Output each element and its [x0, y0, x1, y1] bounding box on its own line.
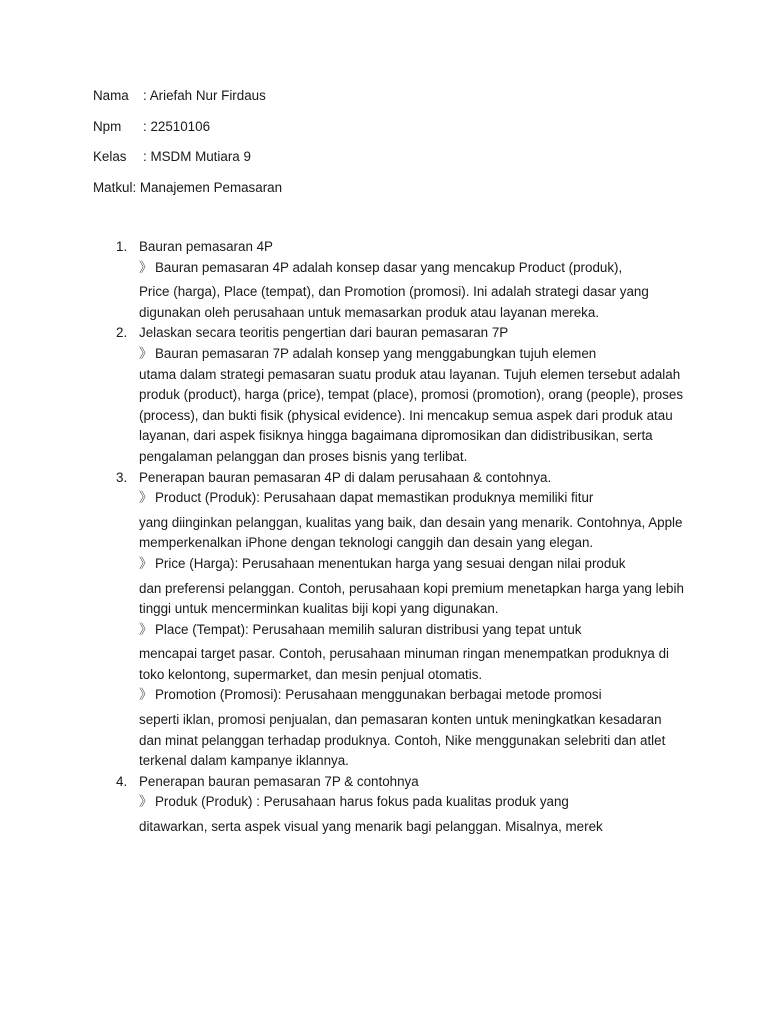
answer-body: utama dalam strategi pemasaran suatu produk atau layanan. Tujuh elemen tersebut adalah produk (product), harga (price), tempat (place), promosi (promotion), orang (people), proses (process), dan bukti fisik (physical evidence). Ini mencakup semua aspek dari produk atau layanan, dari aspek fisiknya hingga bagaimana dipromosikan dan didistribusikan, serta pengalaman pelanggan dan proses bisnis yang terlibat.: [139, 366, 684, 464]
answer-body: yang diinginkan pelanggan, kualitas yang baik, dan desain yang menarik. Contohnya, Apple memperkenalkan iPhone dengan teknologi canggih dan desain yang elegan.: [139, 514, 683, 551]
answer-body: mencapai target pasar. Contoh, perusahaan minuman ringan menempatkan produknya di toko kelontong, supermarket, dan mesin penjual otomatis.: [139, 646, 670, 682]
answer-first-line: Place (Tempat): Perusahaan memilih saluran distribusi yang tepat untuk: [155, 621, 582, 637]
npm-label: Npm: [93, 118, 122, 134]
chevron-marker-icon: 》: [139, 621, 153, 637]
question-list: [116, 237, 686, 838]
chevron-marker-icon: 》: [139, 687, 153, 703]
nama-label: Nama: [93, 88, 129, 103]
item-question: Penerapan bauran pemasaran 4P di dalam perusahaan & contohnya.: [139, 469, 552, 485]
item-number: 4.: [116, 773, 128, 789]
list-item: [116, 468, 686, 772]
answer-paragraph: [139, 554, 686, 620]
answer-paragraph: [139, 488, 686, 554]
info-row-matkul: [93, 179, 282, 210]
answer-first-line: Price (Harga): Perusahaan menentukan harga yang sesuai dengan nilai produk: [155, 555, 626, 571]
answer-body: dan preferensi pelanggan. Contoh, perusahaan kopi premium menetapkan harga yang lebih tinggi untuk mencerminkan kualitas biji kopi yang digunakan.: [139, 580, 684, 617]
kelas-label: Kelas: [93, 149, 127, 164]
kelas-value: : MSDM Mutiara 9: [143, 149, 251, 164]
answer-first-line: Bauran pemasaran 4P adalah konsep dasar yang mencakup Product (produk),: [155, 259, 623, 275]
answer-paragraph: [139, 344, 686, 468]
answer-first-line: Bauran pemasaran 7P adalah konsep yang menggabungkan tujuh elemen: [155, 345, 597, 361]
answer-body: ditawarkan, serta aspek visual yang menarik bagi pelanggan. Misalnya, merek: [139, 819, 603, 835]
item-question: Penerapan bauran pemasaran 7P & contohnya: [139, 773, 419, 789]
chevron-marker-icon: 》: [139, 345, 153, 361]
chevron-marker-icon: 》: [139, 259, 153, 275]
item-number: 1.: [116, 239, 128, 254]
chevron-marker-icon: 》: [139, 490, 153, 506]
matkul-value: : Manajemen Pemasaran: [132, 179, 283, 195]
answer-paragraph: [139, 258, 686, 324]
info-row-kelas: [93, 148, 282, 179]
info-row-npm: [93, 118, 282, 149]
nama-value: : Ariefah Nur Firdaus: [143, 88, 266, 103]
npm-value: : 22510106: [143, 118, 211, 134]
answer-body: Price (harga), Place (tempat), dan Promotion (promosi). Ini adalah strategi dasar yang digunakan oleh perusahaan untuk memasarkan produk atau layanan mereka.: [139, 284, 649, 320]
chevron-marker-icon: 》: [139, 794, 153, 810]
list-item: [116, 772, 686, 838]
list-item: [116, 323, 686, 467]
answer-first-line: Product (Produk): Perusahaan dapat memastikan produknya memiliki fitur: [155, 490, 594, 506]
item-number: 2.: [116, 325, 128, 341]
answer-paragraph: [139, 685, 686, 771]
answer-body: seperti iklan, promosi penjualan, dan pemasaran konten untuk meningkatkan kesadaran dan minat pelanggan terhadap produknya. Contoh, Nike menggunakan selebriti dan atlet terkenal dalam kampanye iklannya.: [139, 712, 666, 769]
student-info: [93, 87, 282, 209]
answer-first-line: Produk (Produk) : Perusahaan harus fokus pada kualitas produk yang: [155, 794, 569, 810]
item-question: Bauran pemasaran 4P: [139, 239, 273, 254]
item-number: 3.: [116, 469, 128, 485]
answer-paragraph: [139, 792, 686, 837]
list-item: [116, 237, 686, 323]
answer-paragraph: [139, 620, 686, 686]
info-row-nama: [93, 87, 282, 118]
chevron-marker-icon: 》: [139, 555, 153, 571]
item-question: Jelaskan secara teoritis pengertian dari bauran pemasaran 7P: [139, 325, 509, 341]
answer-first-line: Promotion (Promosi): Perusahaan menggunakan berbagai metode promosi: [155, 687, 602, 703]
matkul-label: Matkul: [93, 179, 133, 195]
